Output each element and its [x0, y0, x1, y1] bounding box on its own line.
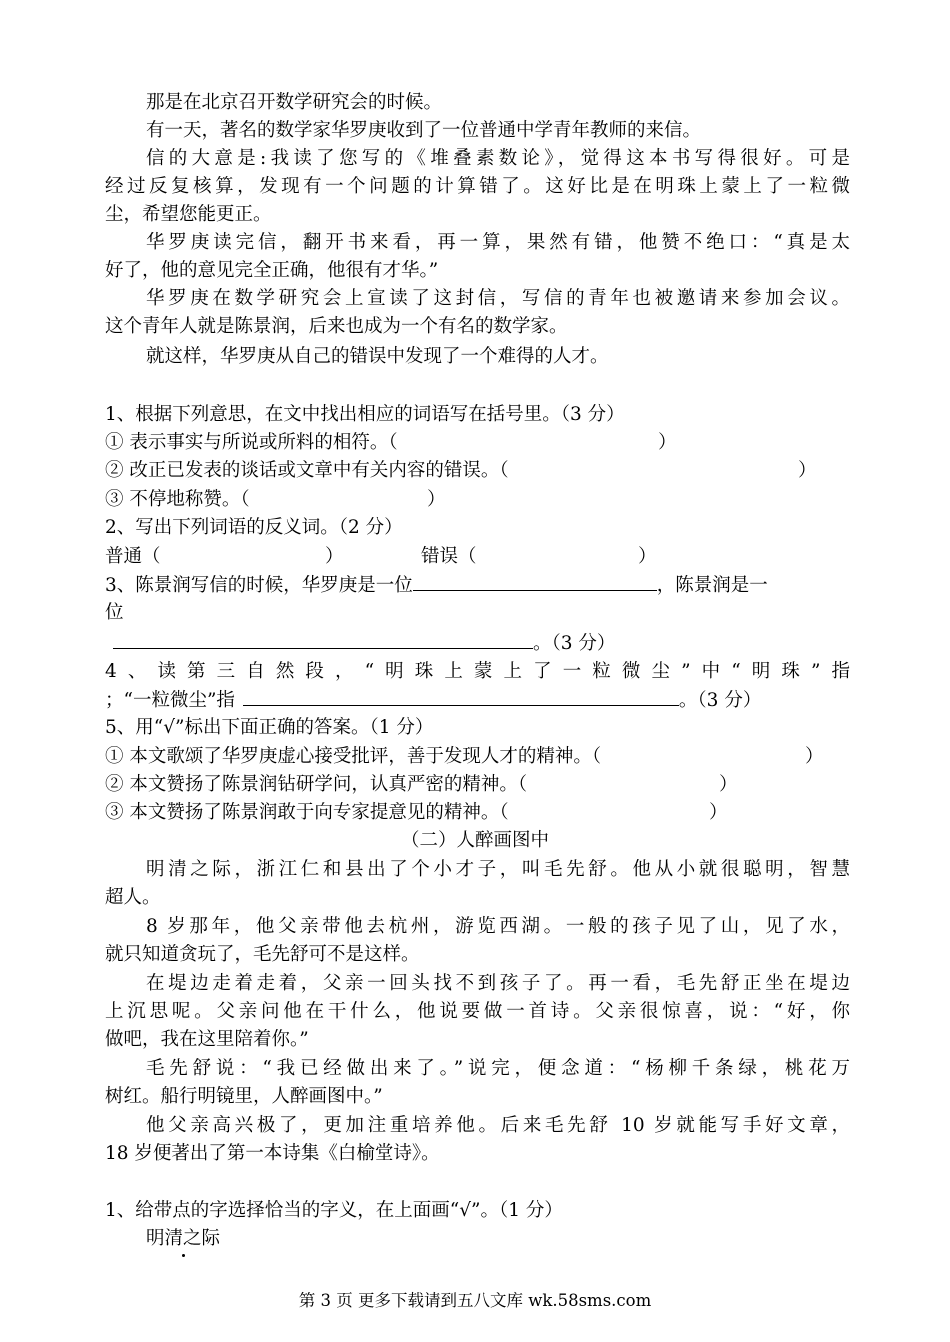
- passage2-line-8: 毛先舒说：“我已经做出来了。”说完，便念道：“杨柳千条绿，桃花万: [146, 1058, 850, 1079]
- question-3-blank-1[interactable]: [413, 570, 657, 591]
- question-2b-close: ）: [638, 546, 657, 567]
- question2-1: 1、给带点的字选择恰当的字义，在上面画“√”。（1 分）: [105, 1200, 563, 1221]
- question-1c-close: ）: [427, 489, 446, 510]
- question-1b-close: ）: [798, 460, 817, 481]
- question-3: [105, 570, 850, 601]
- question-3-blank-2[interactable]: [113, 628, 533, 649]
- question-4-end: 。（3 分）: [678, 690, 762, 711]
- question-4-line-2: [105, 685, 850, 716]
- page-footer: 第 3 页 更多下载请到五八文库 wk.58sms.com: [298, 1291, 652, 1310]
- passage2-line-11: 18 岁便著出了第一本诗集《白榆堂诗》。: [105, 1143, 440, 1164]
- question-5: 5、用“√”标出下面正确的答案。（1 分）: [105, 717, 434, 738]
- question-3-line-3: [105, 628, 850, 659]
- passage1-line-6: 华罗庚读完信，翻开书来看，再一算，果然有错，他赞不绝口：“真是太: [146, 232, 850, 253]
- passage1-line-4: 经过反复核算，发现有一个问题的计算错了。这好比是在明珠上蒙上了一粒微: [105, 176, 850, 197]
- question-4: 4、读第三自然段，“明珠上蒙上了一粒微尘”中“明珠”指: [105, 661, 850, 682]
- passage1-line-7: 好了，他的意见完全正确，他很有才华。”: [105, 260, 439, 281]
- passage2-line-10: 他父亲高兴极了，更加注重培养他。后来毛先舒 10 岁就能写手好文章，: [146, 1115, 850, 1136]
- passage2-title: （二）人醉画图中: [400, 830, 549, 851]
- question-1: 1、根据下列意思，在文中找出相应的词语写在括号里。（3 分）: [105, 404, 625, 425]
- question-5c-close: ）: [709, 802, 728, 823]
- question-4-blank[interactable]: [243, 685, 679, 706]
- question-1c: [105, 485, 850, 515]
- passage2-line-4: 就只知道贪玩了，毛先舒可不是这样。: [105, 944, 420, 965]
- passage2-line-2: 超人。: [105, 887, 161, 908]
- passage1-line-10: 就这样，华罗庚从自己的错误中发现了一个难得的人才。: [146, 346, 609, 367]
- question-2a: 普通（: [105, 546, 161, 567]
- question-3-line-2: 位: [105, 602, 124, 623]
- question-1c-text: ③ 不停地称赞。（: [105, 489, 250, 510]
- passage1-line-9: 这个青年人就是陈景润，后来也成为一个有名的数学家。: [105, 316, 568, 337]
- question-1a: [105, 428, 850, 458]
- question-5c-text: ③ 本文赞扬了陈景润敢于向专家提意见的精神。（: [105, 802, 509, 823]
- question-3-text-2: ，陈景润是一: [656, 575, 768, 596]
- question2-1-word: 明清之际: [146, 1228, 221, 1249]
- question-5b: [105, 770, 850, 800]
- passage2-line-9: 树红。船行明镜里，人醉画图中。”: [105, 1086, 383, 1107]
- question-2: 2、写出下列词语的反义词。（2 分）: [105, 517, 403, 538]
- question-5b-text: ② 本文赞扬了陈景润钻研学问，认真严密的精神。（: [105, 774, 528, 795]
- question-4-text-2: ；“一粒微尘”指: [105, 690, 235, 711]
- passage2-line-5: 在堤边走着走着，父亲一回头找不到孩子了。再一看，毛先舒正坐在堤边: [146, 973, 850, 994]
- passage1-line-5: 尘，希望您能更正。: [105, 204, 272, 225]
- question-5a: [105, 742, 850, 772]
- question-1b-text: ② 改正已发表的谈话或文章中有关内容的错误。（: [105, 460, 509, 481]
- question-5b-close: ）: [719, 774, 738, 795]
- question-5a-close: ）: [805, 746, 824, 767]
- passage1-line-2: 有一天，著名的数学家华罗庚收到了一位普通中学青年教师的来信。: [146, 120, 702, 141]
- passage1-line-1: 那是在北京召开数学研究会的时候。: [146, 92, 443, 113]
- question-5c: [105, 798, 850, 828]
- question-2a-close: ）: [325, 546, 344, 567]
- passage1-line-8: 华罗庚在数学研究会上宣读了这封信，写信的青年也被邀请来参加会议。: [146, 288, 850, 309]
- question-3-text: 3、陈景润写信的时候，华罗庚是一位: [105, 575, 413, 596]
- passage1-line-3: 信的大意是:我读了您写的《堆叠素数论》，觉得这本书写得很好。可是: [146, 148, 850, 169]
- question-2b: 错误（: [421, 546, 477, 567]
- passage2-line-7: 做吧，我在这里陪着你。”: [105, 1029, 309, 1050]
- question-1b: [105, 456, 850, 486]
- question-1a-text: ① 表示事实与所说或所料的相符。（: [105, 432, 398, 453]
- passage2-line-6: 上沉思呢。父亲问他在干什么，他说要做一首诗。父亲很惊喜，说：“好，你: [105, 1001, 850, 1022]
- question-1a-close: ）: [658, 432, 677, 453]
- passage2-line-3: 8 岁那年，他父亲带他去杭州，游览西湖。一般的孩子见了山，见了水，: [146, 916, 850, 937]
- passage2-line-1: 明清之际，浙江仁和县出了个小才子，叫毛先舒。他从小就很聪明，智慧: [146, 859, 850, 880]
- emphasis-dot: [182, 1254, 185, 1257]
- question-5a-text: ① 本文歌颂了华罗庚虚心接受批评，善于发现人才的精神。（: [105, 746, 602, 767]
- question-2-answers: [105, 542, 850, 572]
- question-3-end: 。（3 分）: [533, 633, 616, 654]
